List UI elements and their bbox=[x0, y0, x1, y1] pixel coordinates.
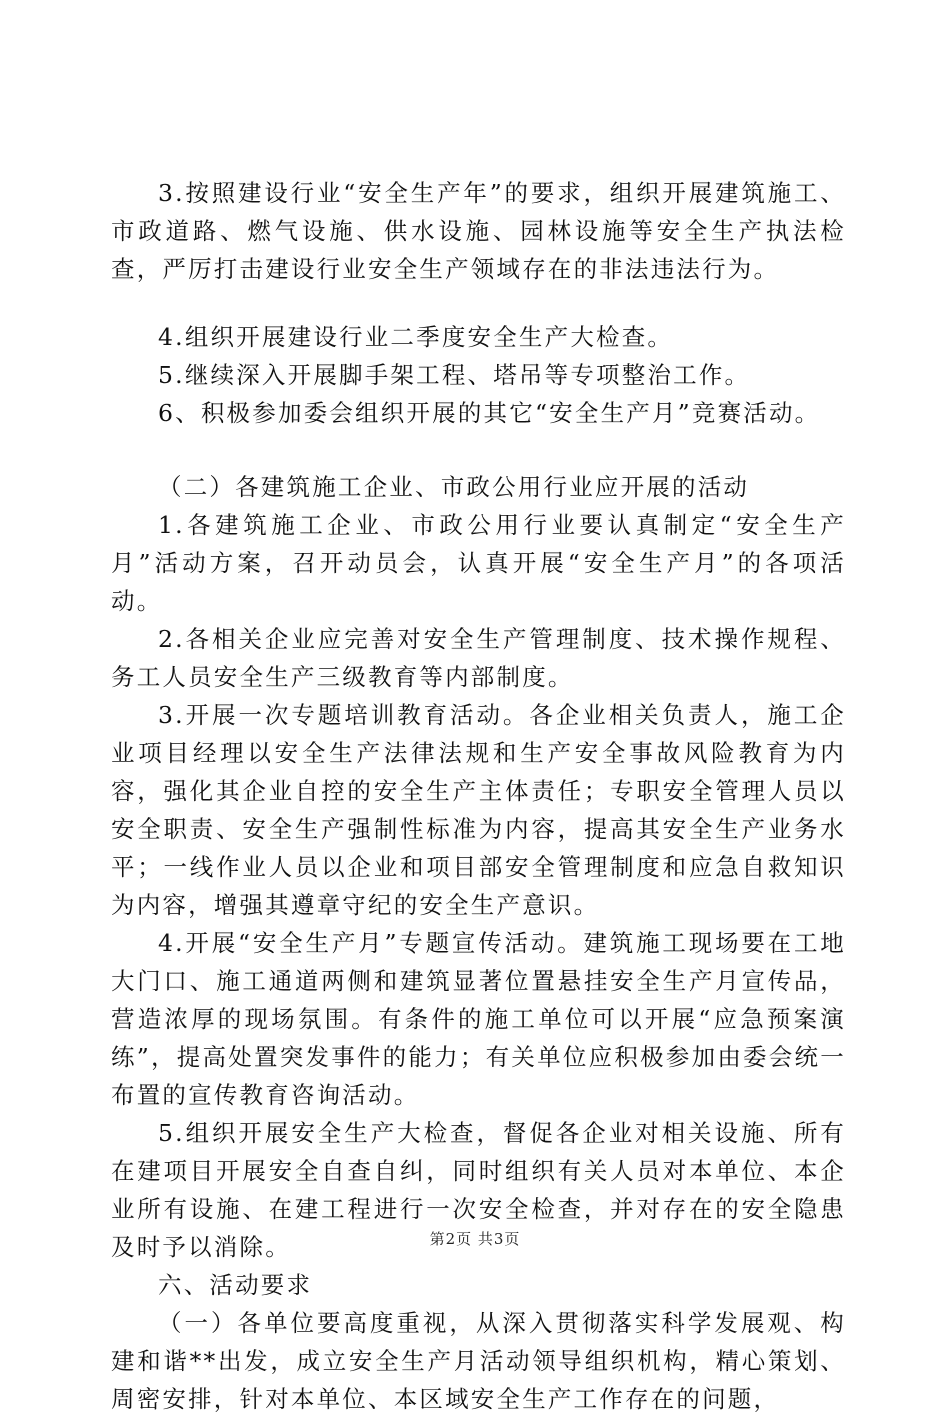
paragraph: 5.组织开展安全生产大检查，督促各企业对相关设施、所有在建项目开展安全自查自纠，同时组织有关人员对本单位、本企业所有设施、在建工程进行一次安全检查，并对存在的安全隐患及时予以消除。 bbox=[111, 1119, 846, 1261]
paragraph: 4.组织开展建设行业二季度安全生产大检查。 bbox=[158, 323, 674, 351]
paragraph: 5.继续深入开展脚手架工程、塔吊等专项整治工作。 bbox=[158, 361, 751, 389]
paragraph: （一）各单位要高度重视，从深入贯彻落实科学发展观、构建和谐**出发，成立安全生产月活动领导组织机构，精心策划、周密安排，针对本单位、本区域安全生产工作存在的问题， bbox=[111, 1309, 846, 1413]
paragraph: 3.按照建设行业“安全生产年”的要求，组织开展建筑施工、市政道路、燃气设施、供水设施、园林设施等安全生产执法检查，严厉打击建设行业安全生产领域存在的非法违法行为。 bbox=[111, 179, 846, 283]
section-heading: 六、活动要求 bbox=[158, 1271, 313, 1299]
paragraph: 2.各相关企业应完善对安全生产管理制度、技术操作规程、务工人员安全生产三级教育等内部制度。 bbox=[111, 625, 846, 691]
paragraph: 3.开展一次专题培训教育活动。各企业相关负责人，施工企业项目经理以安全生产法律法规和生产安全事故风险教育为内容，强化其企业自控的安全生产主体责任；专职安全管理人员以安全职责、安全生产强制性标准为内容，提高其安全生产业务水平；一线作业人员以企业和项目部安全管理制度和应急自救知识为内容，增强其遵章守纪的安全生产意识。 bbox=[111, 701, 846, 919]
page-number: 第2页 共3页 bbox=[429, 1230, 521, 1248]
paragraph: 1.各建筑施工企业、市政公用行业要认真制定“安全生产月”活动方案，召开动员会，认真开展“安全生产月”的各项活动。 bbox=[111, 511, 846, 615]
paragraph: 6、积极参加委会组织开展的其它“安全生产月”竞赛活动。 bbox=[158, 399, 821, 427]
paragraph: 4.开展“安全生产月”专题宣传活动。建筑施工现场要在工地大门口、施工通道两侧和建筑显著位置悬挂安全生产月宣传品，营造浓厚的现场氛围。有条件的施工单位可以开展“应急预案演练”，提高处置突发事件的能力；有关单位应积极参加由委会统一布置的宣传教育咨询活动。 bbox=[111, 929, 846, 1109]
section-heading: （二）各建筑施工企业、市政公用行业应开展的活动 bbox=[158, 473, 750, 501]
